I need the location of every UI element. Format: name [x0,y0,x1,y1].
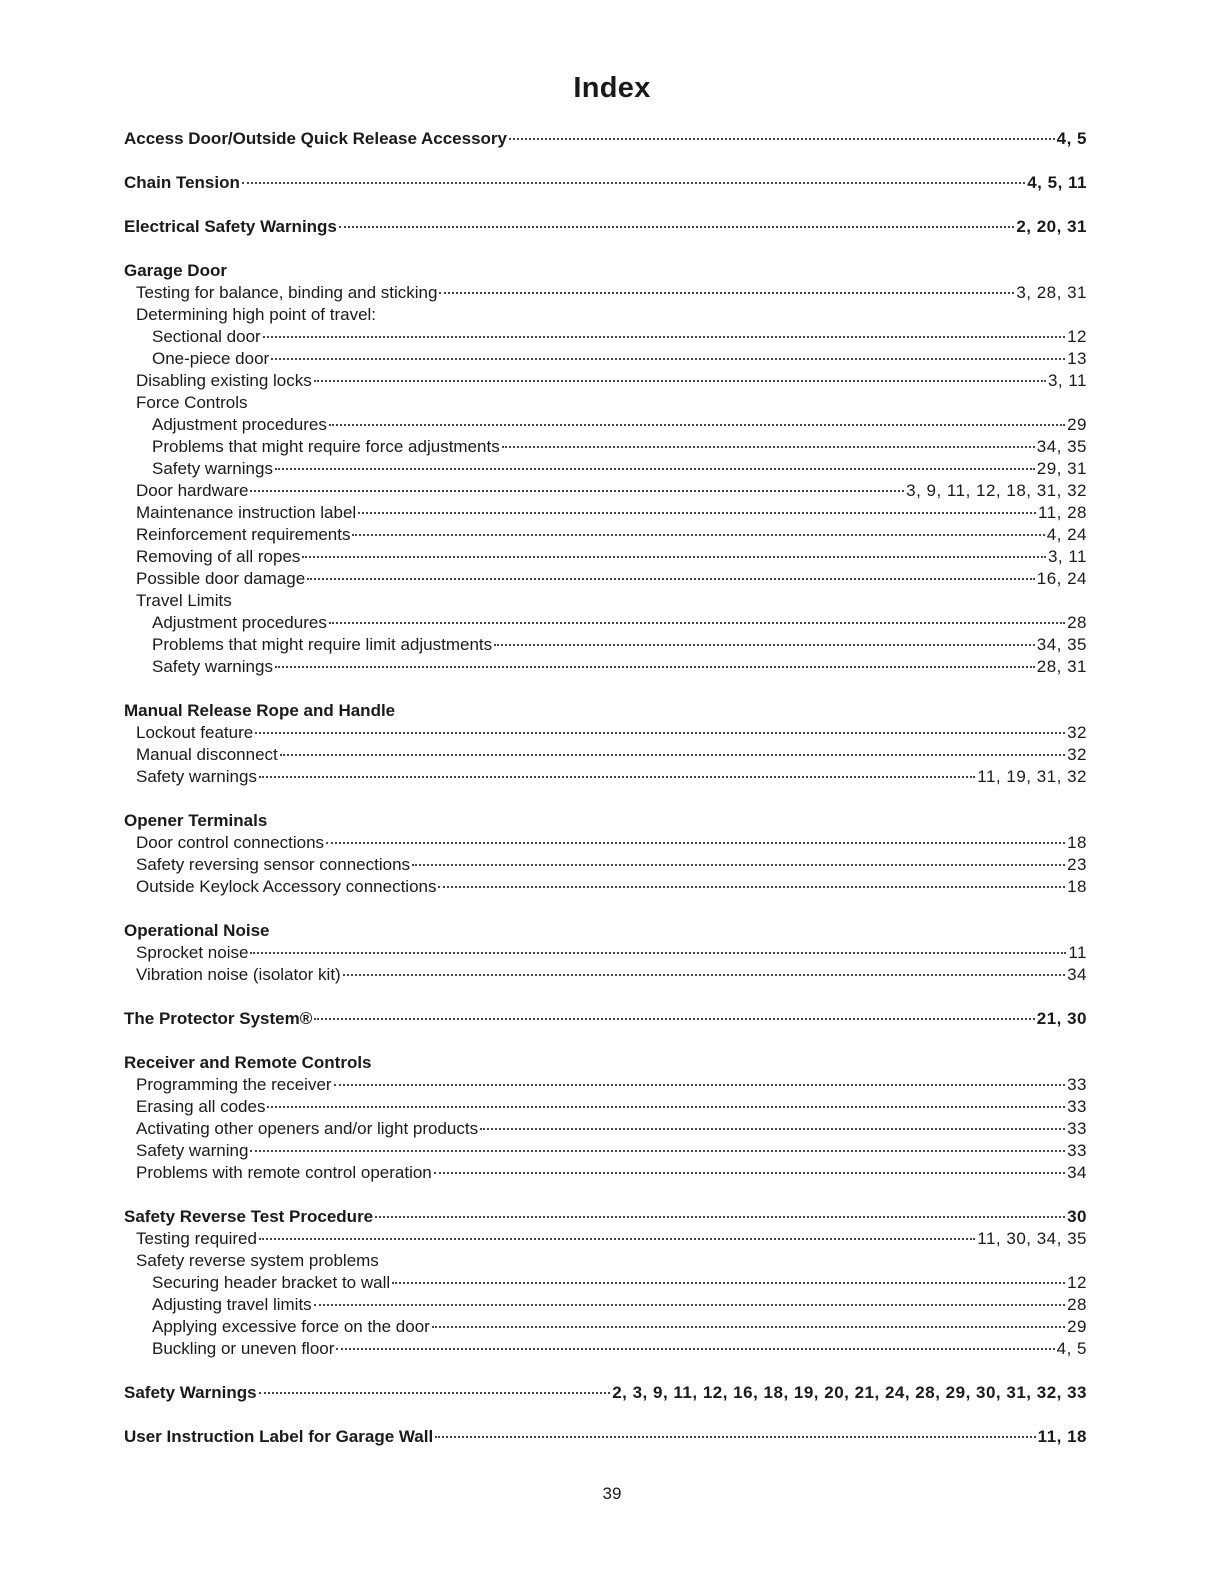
entry-label: The Protector System® [124,1009,313,1028]
entry-label: Programming the receiver [136,1075,332,1094]
page-references: 34, 35 [1036,635,1087,654]
index-section [124,128,1087,150]
index-entry [124,348,1087,370]
dot-leader [280,754,1065,756]
index-section [124,1052,1087,1184]
dot-leader [435,1436,1035,1438]
index-heading [124,1008,1087,1030]
page-references: 33 [1067,1141,1087,1160]
dot-leader [259,1392,611,1394]
entry-label: Applying excessive force on the door [152,1317,430,1336]
index-entry [124,1140,1087,1162]
dot-leader [314,1304,1065,1306]
index-entry [124,436,1087,458]
dot-leader [432,1326,1065,1328]
page-references: 4, 5 [1056,1339,1087,1358]
entry-label: Safety warnings [136,767,257,786]
dot-leader [329,424,1065,426]
index-entry [124,722,1087,744]
index-heading [124,1206,1087,1228]
index-section [124,1008,1087,1030]
index-heading [124,810,1087,832]
index-entry [124,766,1087,788]
entry-label: Access Door/Outside Quick Release Accessory [124,129,507,148]
page-references: 4, 5, 11 [1027,173,1087,192]
page-references: 13 [1067,349,1087,368]
dot-leader [334,1084,1066,1086]
index-entry [124,1250,1087,1272]
entry-label: Chain Tension [124,173,240,192]
dot-leader [275,468,1035,470]
entry-label: Sprocket noise [136,943,249,962]
page-references: 3, 11 [1047,547,1087,566]
dot-leader [336,1348,1054,1350]
entry-label: Force Controls [136,393,248,412]
page-references: 3, 28, 31 [1016,283,1087,302]
index-entry [124,854,1087,876]
index-entry [124,568,1087,590]
page-references: 33 [1067,1119,1087,1138]
dot-leader [339,226,1014,228]
index-entry [124,942,1087,964]
index-list [124,128,1087,1470]
page-references: 28, 31 [1036,657,1087,676]
page-references: 2, 20, 31 [1016,217,1087,236]
index-entry [124,634,1087,656]
index-entry [124,876,1087,898]
index-entry [124,414,1087,436]
entry-label: Problems with remote control operation [136,1163,432,1182]
page-references: 18 [1067,833,1087,852]
dot-leader [259,1238,975,1240]
page-references: 29 [1067,415,1087,434]
index-heading [124,1426,1087,1448]
entry-label: Testing required [136,1229,257,1248]
index-entry [124,524,1087,546]
index-entry [124,1074,1087,1096]
page-references: 12 [1067,327,1087,346]
page-references: 33 [1067,1075,1087,1094]
index-heading [124,172,1087,194]
index-entry [124,1272,1087,1294]
index-entry [124,744,1087,766]
entry-label: Buckling or uneven floor [152,1339,335,1358]
index-entry [124,458,1087,480]
page-references: 34 [1067,965,1087,984]
index-entry [124,1294,1087,1316]
dot-leader [439,292,1014,294]
page-references: 29, 31 [1036,459,1087,478]
dot-leader [255,732,1065,734]
dot-leader [250,1150,1065,1152]
dot-leader [412,864,1065,866]
dot-leader [326,842,1065,844]
index-entry [124,590,1087,612]
entry-label: Adjusting travel limits [152,1295,312,1314]
page-references: 18 [1067,877,1087,896]
entry-label: Safety reversing sensor connections [136,855,411,874]
dot-leader [509,138,1055,140]
index-entry [124,546,1087,568]
dot-leader [307,578,1035,580]
page-references: 3, 9, 11, 12, 18, 31, 32 [906,481,1087,500]
dot-leader [263,336,1065,338]
page-references: 11 [1068,943,1087,962]
index-heading [124,128,1087,150]
index-section [124,1206,1087,1360]
index-section [124,920,1087,986]
entry-label: Door hardware [136,481,249,500]
entry-label: Sectional door [152,327,261,346]
index-entry [124,304,1087,326]
entry-label: Outside Keylock Accessory connections [136,877,437,896]
dot-leader [250,490,904,492]
entry-label: Receiver and Remote Controls [124,1053,372,1072]
index-entry [124,1338,1087,1360]
entry-label: Removing of all ropes [136,547,301,566]
dot-leader [242,182,1025,184]
index-entry [124,1118,1087,1140]
dot-leader [392,1282,1065,1284]
dot-leader [329,622,1065,624]
index-entry [124,1096,1087,1118]
entry-label: Travel Limits [136,591,232,610]
page-references: 23 [1067,855,1087,874]
entry-label: Adjustment procedures [152,613,327,632]
dot-leader [275,666,1035,668]
dot-leader [314,1018,1034,1020]
page-references: 21, 30 [1036,1009,1087,1028]
entry-label: Lockout feature [136,723,254,742]
page-references: 12 [1067,1273,1087,1292]
page-references: 32 [1067,745,1087,764]
entry-label: Maintenance instruction label [136,503,357,522]
entry-label: Determining high point of travel: [136,305,377,324]
entry-label: Safety Warnings [124,1383,257,1402]
entry-label: Door control connections [136,833,325,852]
page-references: 32 [1067,723,1087,742]
page-references: 2, 3, 9, 11, 12, 16, 18, 19, 20, 21, 24, 28, 29, 30, 31, 32, 33 [612,1383,1087,1402]
index-heading [124,1382,1087,1404]
page-references: 28 [1067,1295,1087,1314]
entry-label: Activating other openers and/or light products [136,1119,479,1138]
page-title: Index [573,72,651,104]
index-entry [124,326,1087,348]
entry-label: Vibration noise (isolator kit) [136,965,341,984]
index-entry [124,964,1087,986]
page-references: 30 [1067,1207,1087,1226]
dot-leader [259,776,975,778]
page-references: 34, 35 [1036,437,1087,456]
entry-label: Adjustment procedures [152,415,327,434]
dot-leader [314,380,1046,382]
page-references: 11, 30, 34, 35 [977,1229,1087,1248]
page-number: 39 [602,1484,622,1503]
page-references: 33 [1067,1097,1087,1116]
dot-leader [358,512,1036,514]
entry-label: Safety warning [136,1141,249,1160]
entry-label: Testing for balance, binding and sticking [136,283,438,302]
entry-label: Securing header bracket to wall [152,1273,391,1292]
index-entry [124,502,1087,524]
dot-leader [375,1216,1065,1218]
index-heading [124,216,1087,238]
page-references: 11, 19, 31, 32 [977,767,1087,786]
entry-label: Garage Door [124,261,227,280]
index-entry [124,392,1087,414]
entry-label: Possible door damage [136,569,306,588]
index-entry [124,480,1087,502]
entry-label: Reinforcement requirements [136,525,351,544]
index-entry [124,1162,1087,1184]
index-section [124,810,1087,898]
index-entry [124,612,1087,634]
entry-label: Safety Reverse Test Procedure [124,1207,374,1226]
entry-label: Safety reverse system problems [136,1251,379,1270]
index-section [124,216,1087,238]
page-references: 4, 5 [1056,129,1087,148]
dot-leader [343,974,1065,976]
entry-label: Erasing all codes [136,1097,266,1116]
page-references: 3, 11 [1047,371,1087,390]
entry-label: Operational Noise [124,921,270,940]
page-references: 16, 24 [1036,569,1087,588]
page-references: 28 [1067,613,1087,632]
index-entry [124,1316,1087,1338]
dot-leader [502,446,1035,448]
index-entry [124,282,1087,304]
page-references: 11, 18 [1037,1427,1087,1446]
index-section [124,1382,1087,1404]
index-entry [124,656,1087,678]
dot-leader [438,886,1065,888]
index-section [124,172,1087,194]
dot-leader [352,534,1044,536]
index-heading [124,260,1087,282]
entry-label: Manual disconnect [136,745,278,764]
page-references: 11, 28 [1037,503,1087,522]
page-references: 34 [1067,1163,1087,1182]
entry-label: Opener Terminals [124,811,268,830]
entry-label: Problems that might require force adjustments [152,437,500,456]
dot-leader [271,358,1065,360]
index-entry [124,1228,1087,1250]
entry-label: Safety warnings [152,459,273,478]
index-section [124,1426,1087,1448]
index-entry [124,370,1087,392]
page-references: 29 [1067,1317,1087,1336]
entry-label: Electrical Safety Warnings [124,217,337,236]
index-section [124,700,1087,788]
index-heading [124,920,1087,942]
index-heading [124,1052,1087,1074]
dot-leader [434,1172,1065,1174]
entry-label: User Instruction Label for Garage Wall [124,1427,434,1446]
entry-label: Disabling existing locks [136,371,312,390]
dot-leader [302,556,1046,558]
index-entry [124,832,1087,854]
index-heading [124,700,1087,722]
entry-label: Problems that might require limit adjustments [152,635,493,654]
page-references: 4, 24 [1046,525,1087,544]
dot-leader [494,644,1035,646]
entry-label: One-piece door [152,349,270,368]
dot-leader [250,952,1066,954]
entry-label: Manual Release Rope and Handle [124,701,396,720]
dot-leader [480,1128,1065,1130]
entry-label: Safety warnings [152,657,273,676]
dot-leader [267,1106,1065,1108]
index-section [124,260,1087,678]
